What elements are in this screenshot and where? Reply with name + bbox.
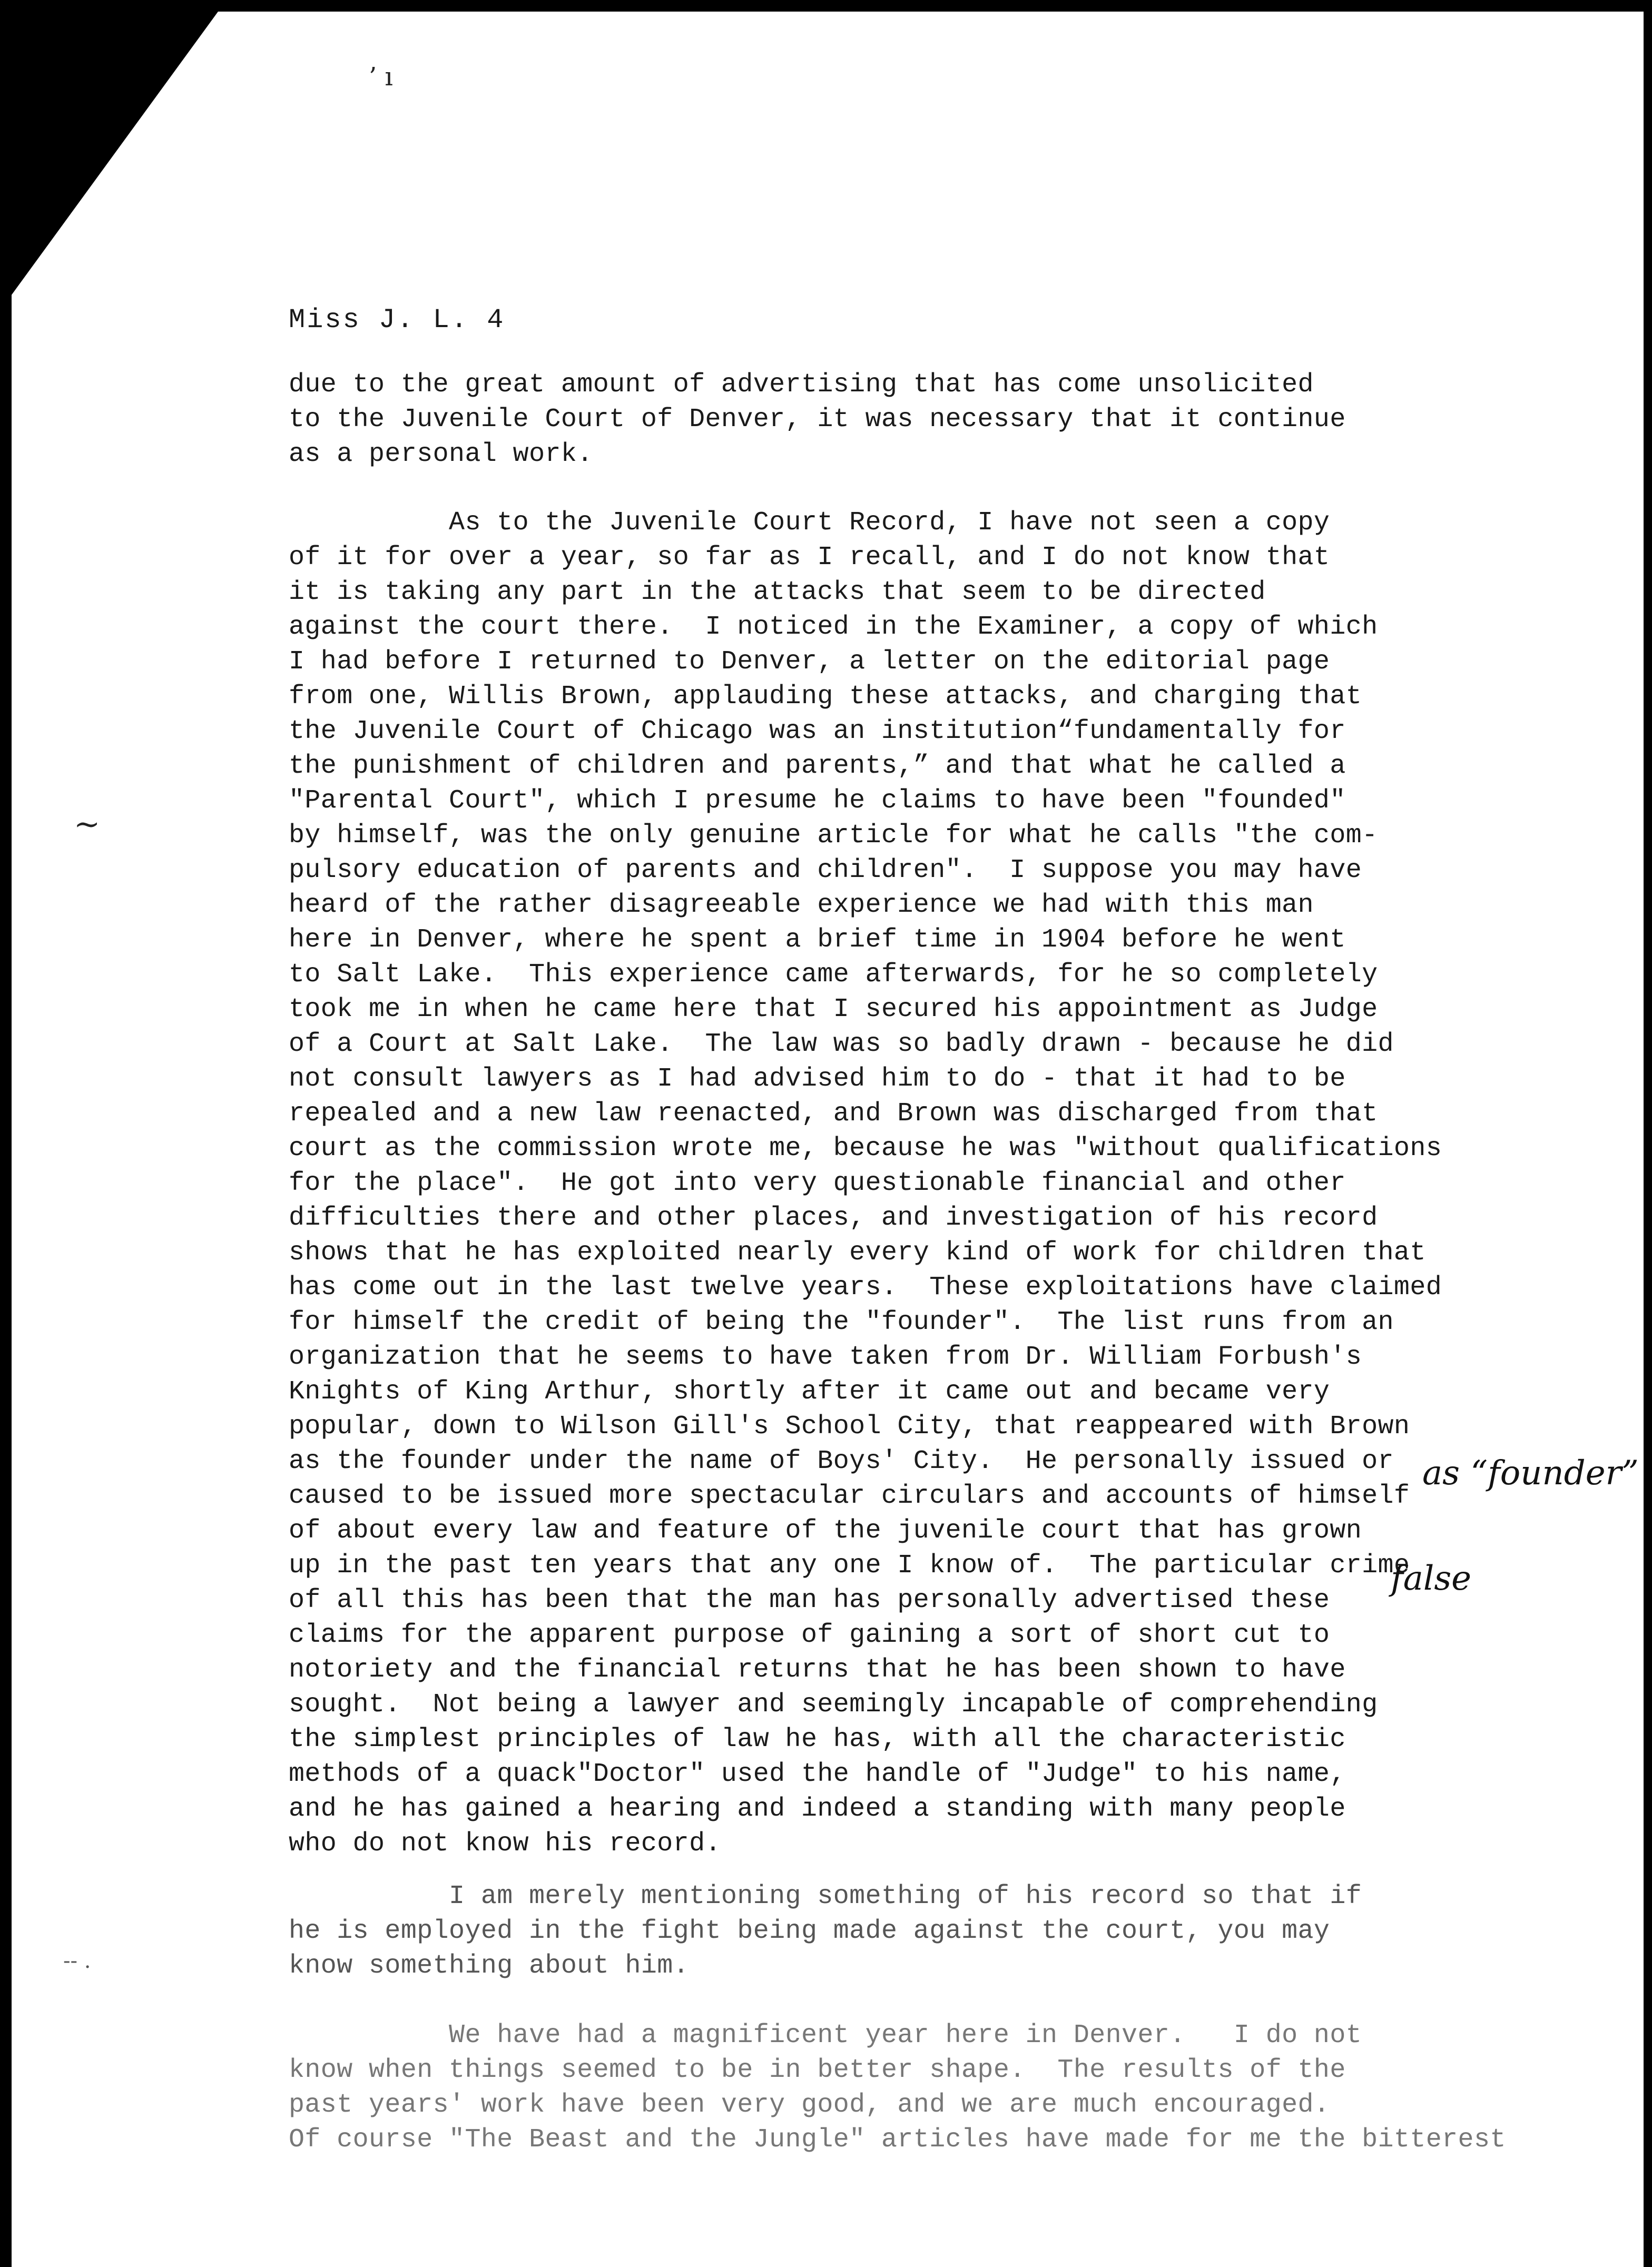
text-line: pulsory education of parents and children". I suppose you may have xyxy=(289,855,1362,885)
text-line: as the founder under the name of Boys' City. He personally issued or xyxy=(289,1446,1394,1476)
text-line: of a Court at Salt Lake. The law was so badly drawn - because he did xyxy=(289,1029,1394,1059)
text-line: know when things seemed to be in better shape. The results of the xyxy=(289,2055,1346,2085)
text-line: shows that he has exploited nearly every kind of work for children that xyxy=(289,1238,1426,1268)
text-line: from one, Willis Brown, applauding these attacks, and charging that xyxy=(289,682,1362,712)
text-line: took me in when he came here that I secured his appointment as Judge xyxy=(289,994,1378,1024)
text-line: We have had a magnificent year here in Denver. I do not xyxy=(289,2020,1362,2051)
text-line: for the place". He got into very questionable financial and other xyxy=(289,1168,1346,1198)
text-line: court as the commission wrote me, because he was "without qualifications xyxy=(289,1134,1442,1164)
scan-border-left xyxy=(0,0,12,2267)
margin-mark: ~ xyxy=(74,806,101,843)
paragraph-3 xyxy=(289,1879,1511,1984)
text-line: know something about him. xyxy=(289,1951,690,1981)
text-line: Knights of King Arthur, shortly after it came out and became very xyxy=(289,1377,1330,1407)
handwritten-as-founder: as “founder” xyxy=(1422,1454,1639,1493)
text-line: notoriety and the financial returns that he has been shown to have xyxy=(289,1655,1346,1685)
text-line: I am merely mentioning something of his record so that if xyxy=(289,1881,1362,1911)
text-line: and he has gained a hearing and indeed a standing with many people xyxy=(289,1794,1346,1824)
margin-mark: -- . xyxy=(63,1949,91,1973)
text-line: as a personal work. xyxy=(289,439,593,469)
text-line: past years' work have been very good, and we are much encouraged. xyxy=(289,2090,1330,2120)
scan-border-right xyxy=(1644,0,1652,2267)
text-line: organization that he seems to have taken from Dr. William Forbush's xyxy=(289,1342,1362,1372)
page-reference: Miss J. L. 4 xyxy=(289,304,505,336)
text-line: I had before I returned to Denver, a letter on the editorial page xyxy=(289,647,1330,677)
text-line: he is employed in the fight being made against the court, you may xyxy=(289,1916,1330,1946)
text-line: it is taking any part in the attacks that seem to be directed xyxy=(289,577,1266,607)
paragraph-1 xyxy=(289,368,1511,472)
text-line: to the Juvenile Court of Denver, it was necessary that it continue xyxy=(289,405,1346,435)
text-line: difficulties there and other places, and investigation of his record xyxy=(289,1203,1378,1233)
text-line: Of course "The Beast and the Jungle" articles have made for me the bitterest xyxy=(289,2125,1506,2155)
text-line: sought. Not being a lawyer and seemingly incapable of comprehending xyxy=(289,1690,1378,1720)
text-line-underlined: of all this has been that the man has personally advertised these xyxy=(289,1585,1330,1615)
text-line: heard of the rather disagreeable experience we had with this man xyxy=(289,890,1314,920)
text-line: the simplest principles of law he has, with all the characteristic xyxy=(289,1724,1346,1755)
text-line: to Salt Lake. This experience came afterwards, for he so completely xyxy=(289,960,1378,990)
text-line: up in the past ten years that any one I know of. The particular crime xyxy=(289,1551,1410,1581)
text-line: popular, down to Wilson Gill's School City, that reappeared with Brown xyxy=(289,1412,1410,1442)
text-line: the Juvenile Court of Chicago was an institution“fundamentally for xyxy=(289,716,1346,746)
text-line: As to the Juvenile Court Record, I have not seen a copy xyxy=(289,508,1330,538)
folded-corner xyxy=(0,0,232,316)
text-line: repealed and a new law reenacted, and Brown was discharged from that xyxy=(289,1099,1378,1129)
text-line: for himself the credit of being the "founder". The list runs from an xyxy=(289,1307,1394,1337)
text-line: who do not know his record. xyxy=(289,1829,721,1859)
text-line: of about every law and feature of the juvenile court that has grown xyxy=(289,1516,1362,1546)
text-line: against the court there. I noticed in the Examiner, a copy of which xyxy=(289,612,1378,642)
text-line: here in Denver, where he spent a brief time in 1904 before he went xyxy=(289,925,1346,955)
text-line: methods of a quack"Doctor" used the handle of "Judge" to his name, xyxy=(289,1759,1346,1789)
scan-border-top xyxy=(0,0,1652,12)
text-line: claims for the apparent purpose of gaining a sort of short cut to xyxy=(289,1620,1330,1650)
paragraph-4 xyxy=(289,2018,1511,2157)
text-line: due to the great amount of advertising that has come unsolicited xyxy=(289,370,1314,400)
text-line: "Parental Court", which I presume he claims to have been "founded" xyxy=(289,786,1346,816)
text-line: of it for over a year, so far as I recall, and I do not know that xyxy=(289,543,1330,573)
handwritten-false: false xyxy=(1391,1559,1472,1598)
text-line-struck: by himself, was the only genuine article for what he calls "the com- xyxy=(289,821,1378,851)
corner-marks: ’ ı xyxy=(369,62,393,92)
text-line: the punishment of children and parents,” and that what he called a xyxy=(289,751,1346,781)
text-line: caused to be issued more spectacular circulars and accounts of himself xyxy=(289,1481,1410,1511)
text-line: has come out in the last twelve years. These exploitations have claimed xyxy=(289,1273,1442,1303)
paragraph-2 xyxy=(289,506,1511,1861)
text-line: not consult lawyers as I had advised him to do - that it had to be xyxy=(289,1064,1346,1094)
